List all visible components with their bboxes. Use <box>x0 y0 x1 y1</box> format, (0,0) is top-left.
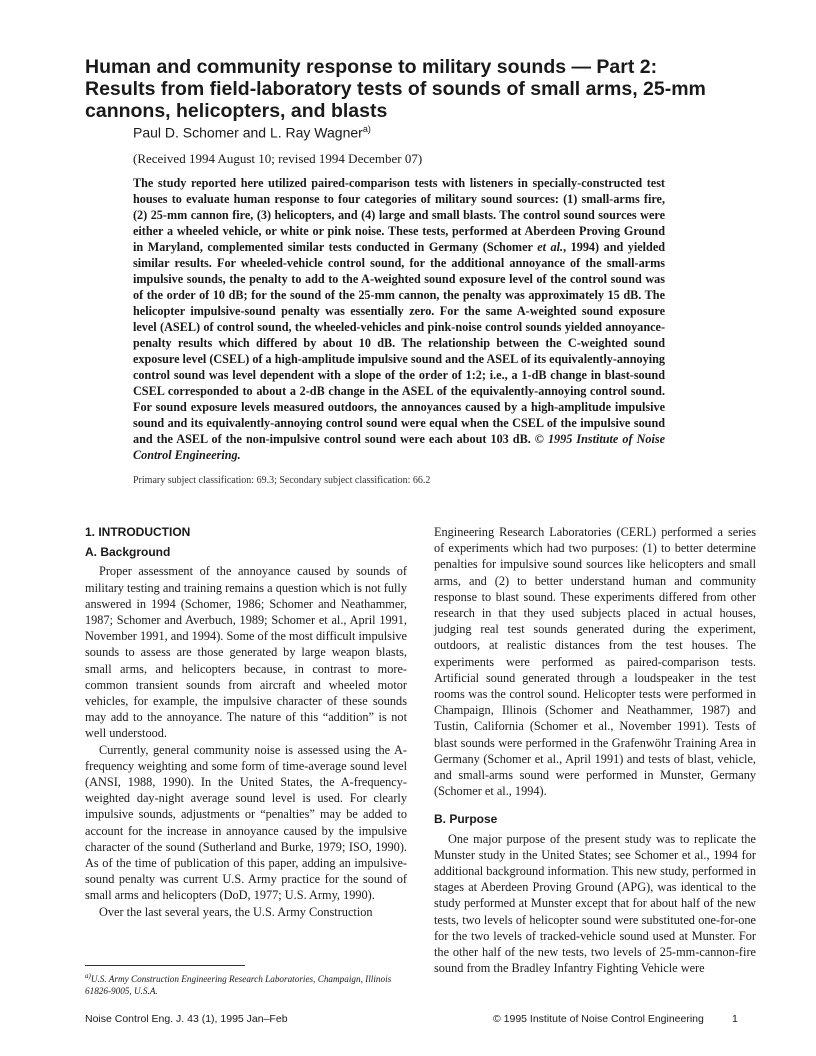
subsection-heading-background: A. Background <box>85 545 171 560</box>
section-heading-introduction: 1. INTRODUCTION <box>85 525 191 539</box>
paper-title: Human and community response to military sounds — Part 2: Results from field-laboratory tests of sounds of small arms, 25-mm cannons, helicopters, and blasts <box>85 56 706 122</box>
subject-classification: Primary subject classification: 69.3; Secondary subject classification: 66.2 <box>133 475 431 486</box>
abstract-text-b: , 1994) and yielded similar results. For wheeled-vehicle control sound, for the additional annoyance of the small-arms impulsive sounds, the penalty to add to the A-weighted sound exposure level of the control sound was of the order of 10 dB; for the sound of the 25-mm cannon, the penalty was approximately 15 dB. The helicopter impulsive-sound penalty was essentially zero. For the same A-weighted sound exposure level (ASEL) of control sound, the wheeled-vehicles and pink-noise control sounds yielded annoyance-penalty results which differed by about 10 dB. The relationship between the C-weighted sound exposure level (CSEL) of a high-amplitude impulsive sound and the ASEL of its equivalently-annoying control sound was level dependent with a slope of the order of 1:2; i.e., a 1-dB change in blast-sound CSEL corresponded to about a 2-dB change in the ASEL of the equivalently-annoying control sound. For sound exposure levels measured outdoors, the annoyances caused by a high-amplitude impulsive sound and its equivalently-annoying control sound were equal when the CSEL of the impulsive sound and the ASEL of the non-impulsive control sound were each about 103 dB. <box>133 240 666 446</box>
abstract-copyright: © 1995 Institute of Noise Control Engineering. <box>133 432 666 462</box>
paragraph-background-continued: Engineering Research Laboratories (CERL) performed a series of experiments which had two purposes: (1) to better determine penalties for impulsive sound sources like helicopters and small arms, and (2) to better understand human and community response to blast sound. These experiments differed from other research in that they used subjects placed in actual houses, judging real test sounds generated during the experiment, outdoors, at realistic distances from the test houses. The experiments were performed as paired-comparison tests. Artificial sound generated through a loudspeaker in the test rooms was the control sound. Helicopter tests were performed in Champaign, Illinois (Schomer and Neathammer, 1987) and Tustin, California (Schomer et al., November 1991). Tests of blast sounds were performed in the Grafenwöhr Training Area in Germany (Schomer et al., April 1991) and tests of blast, vehicle, and small-arms sound were performed in Munster, Germany (Schomer et al., 1994). <box>434 525 756 799</box>
journal-citation: Noise Control Eng. J. 43 (1), 1995 Jan–Feb <box>85 1013 288 1025</box>
footnote-text: U.S. Army Construction Engineering Research Laboratories, Champaign, Illinois 61826-9005, U.S.A. <box>85 974 392 997</box>
right-column <box>434 524 756 976</box>
page-number: 1 <box>732 1013 738 1025</box>
paragraph-background-2: Currently, general community noise is assessed using the A-frequency weighting and some form of time-average sound level (ANSI, 1988, 1990). In the United States, the A-frequency-weighted day-night average sound level is used. For clearly impulsive sounds, adjustments or “penalties” may be added to account for the increase in annoyance caused by the impulsive character of the sound (Sutherland and Burke, 1979; ISO, 1990). As of the time of publication of this paper, adding an impulsive-sound penalty was current U.S. Army practice for the sound of small arms and helicopters (DoD, 1977; U.S. Army, 1990). <box>85 742 407 903</box>
paragraph-purpose-1: One major purpose of the present study was to replicate the Munster study in the United States; see Schomer et al., 1994 for additional background information. This new study, performed in stages at Aberdeen Proving Ground (APG), was identical to the study performed at Munster except that for about half of the new tests, two levels of helicopter sound were substituted one-for-one for the two levels of tracked-vehicle sound used at Munster. For the other half of the new tests, two levels of 25-mm-cannon-fire sound from the Bradley Infantry Fighting Vehicle were <box>434 831 756 976</box>
abstract <box>133 175 665 463</box>
left-column <box>85 524 407 920</box>
footnote-mark: a) <box>85 972 91 980</box>
footer-copyright: © 1995 Institute of Noise Control Engineering <box>493 1013 704 1025</box>
abstract-etal: et al. <box>537 240 564 254</box>
footnote-affiliation <box>85 970 407 997</box>
author-names: Paul D. Schomer and L. Ray Wagner <box>133 124 363 141</box>
author-affiliation-mark: a) <box>362 124 371 134</box>
authors <box>133 124 371 141</box>
abstract-text-a: The study reported here utilized paired-comparison tests with listeners in specially-constructed test houses to evaluate human response to four categories of military sound sources: (1) small-arms fire, (2) 25-mm cannon fire, (3) helicopters, and (4) large and small blasts. The control sound sources were either a wheeled vehicle, or white or pink noise. These tests, performed at Aberdeen Proving Ground in Maryland, complemented similar tests conducted in Germany (Schomer <box>133 176 665 254</box>
footnote-divider <box>85 965 245 966</box>
paragraph-background-1: Proper assessment of the annoyance caused by sounds of military testing and training remains a question which is not fully answered in 1994 (Schomer, 1986; Schomer and Neathammer, 1987; Schomer and Averbuch, 1989; Schomer et al., April 1991, November 1991, and 1994). Some of the most difficult impulsive sounds to assess are those generated by large weapon blasts, small arms, and helicopters because, in contrast to more-common transient sounds from aircraft and wheeled motor vehicles, for example, the impulsive character of these sounds may add to the annoyance. The nature of this “addition” is not well understood. <box>85 564 407 741</box>
paragraph-background-3: Over the last several years, the U.S. Army Construction <box>99 904 373 919</box>
subsection-heading-purpose: B. Purpose <box>434 812 498 827</box>
received-dates: (Received 1994 August 10; revised 1994 December 07) <box>133 151 423 166</box>
